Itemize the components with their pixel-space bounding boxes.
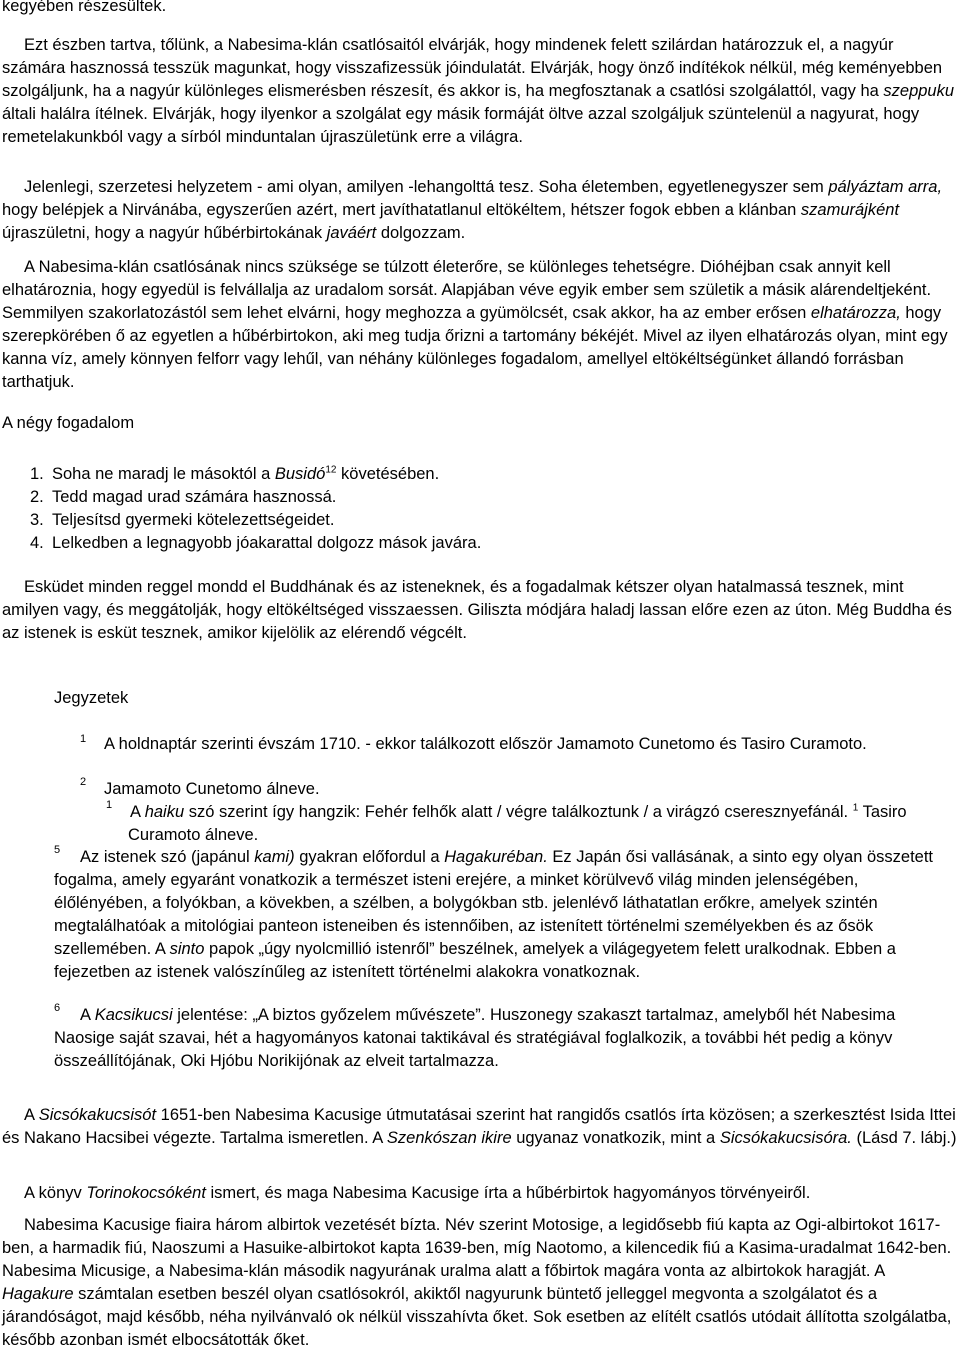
list-item: 2. Tedd magad urad számára hasznossá. [30, 488, 337, 506]
footnote-2: Jamamoto Cunetomo álneve. [104, 780, 320, 798]
list-item: 3. Teljesítsd gyermeki kötelezettségeidet. [30, 511, 335, 529]
paragraph-continuation: kegyében részesültek. [2, 0, 167, 15]
notes-title: Jegyzetek [54, 689, 129, 707]
footnote-mark: 1 [106, 799, 113, 811]
list-item: 4. Lelkedben a legnagyobb jóakarattal dolgozz mások javára. [30, 534, 482, 552]
list-item: 1. Soha ne maradj le másoktól a Busidó$^{12}$ követésében. [30, 464, 440, 483]
footnote-5: Az istenek szó (japánul kami) gyakran előfordul a Hagakuréban. Ez Japán ősi vallásának, a sinto egy olyan összetett fogalma, amely egyaránt vonatkozik a természet isteni erejére, a minket körülvevő világ minden jelenségében, élőlényében, a folyókban, a kövekben, a szélben, a bolygókban stb. jelenlévő láthatatlan erőkre, amelyek szintén megtalálhatóak a mitológiai panteon isteneiben és istennőiben, az istenített történelmi személyekben és az ősök szellemében. A sinto papok „úgy nyolcmillió istenről” beszélnek, amelyek a világegyetem felett uralkodnak. Ebben a fejezetben az istenek valószínűleg az istenített történelmi alakokra vonatkoznak. [54, 848, 934, 981]
footnote-mark: 5 [54, 844, 61, 856]
paragraph-sicsokakucsiso: A Sicsókakucsisót 1651-ben Nabesima Kacusige útmutatásai szerint hat rangidős csatlós írta közösen; a szerkesztést Isida Ittei és Nakano Hacsibei végezte. Tartalma ismeretlen. A Szenkószan ikire ugyanaz vonatkozik, mint a Sicsókakucsisóra. (Lásd 7. lábj.) [2, 1106, 957, 1147]
footnote-ref: 12 [325, 464, 337, 476]
footnote-3: A haiku szó szerint így hangzik: Fehér felhők alatt / végre találkoztunk / a virágzó cseresznyefánál. $^1$ Tasiro Curamoto álneve. [128, 802, 907, 844]
paragraph-oath: Esküdet minden reggel mondd el Buddhának és az isteneknek, és a fogadalmak kétszer olyan hatalmassá tesznek, mint amilyen vagy, és meggátolják, hogy eltökéltséged visszaessen. Giliszta módjára haladj lassan előre ezen az úton. Még Buddha és az istenek is esküt tesznek, amikor kijelölik az elérendő végcélt. [2, 578, 952, 642]
footnote-mark: 1 [80, 733, 87, 745]
footnote-mark: 2 [80, 776, 87, 788]
vows-heading: A négy fogadalom [2, 414, 135, 432]
paragraph-sub-domains: Nabesima Kacusige fiaira három albirtok vezetését bízta. Név szerint Motosige, a legidősebb fiú kapta az Ogi-albirtokot 1617-ben, a harmadik fiú, Naoszumi a Hasuike-albirtokot kapta 1639-ben, míg Naotomo, a kilencedik fiú a Kasima-uradalmat 1642-ben. Nabesima Micusige, a Nabesima-klán második nagyurának uralma alatt a főbirtok magára vonta az albirtokok haragját. A Hagakure számtalan esetben beszél olyan csatlósokról, akiktől nagyurunk büntető jelleggel megvonta a szolgálatot és a járandóságot, majd később, néha nyilvánvaló ok nélkül visszahívta őket. Sok esetben az elítélt csatlós utódait állította szolgálatba, később azonban ismét elbocsátották őket. [2, 1216, 952, 1349]
footnote-mark: 6 [54, 1002, 61, 1014]
paragraph-retainers-expectation: Ezt észben tartva, tőlünk, a Nabesima-klán csatlósaitól elvárják, hogy mindenek felett szilárdan határozzuk el, a nagyúr számára hasznossá tesszük magunkat, hogy visszafizessük jóindulatát. Elvárják, hogy önző indítékok nélkül, még keményebben szolgáljunk, ha a nagyúr különleges elismerésben részesít, és akkor is, ha megfosztanak a csatlósi szolgálattól, vagy ha szeppuku általi halálra ítélnek. Elvárják, hogy ilyenkor a szolgálat egy másik formáját öltve azzal szolgáljuk szüntelenül a nagyurat, hogy remetelakunkból vagy a sírból minduntalan újraszületünk erre a világra. [2, 36, 955, 146]
paragraph-determination: A Nabesima-klán csatlósának nincs szüksége se túlzott életerőre, se különleges tehetségre. Dióhéjban csak annyit kell elhatároznia, hogy egyedül is felvállalja az uradalom sorsát. Alapjában véve egyik ember sem születik a másik alárendeltjeként. Semmilyen szakorlatozástól sem lehet elvárni, hogy meghozza a gyümölcsét, csak akkor, ha az ember erősen elhatározza, hogy szerepkörében ő az egyetlen a hűbérbirtokon, aki meg tudja őrizni a tartomány békéjét. Mivel az ilyen elhatározás olyan, mint egy kanna víz, amely könnyen felforr vagy lehűl, van néhány különleges fogadalom, amellyel eltökéltségünket állandó forrásban tarthatjuk. [2, 258, 948, 391]
paragraph-torinokocso: A könyv Torinokocsóként ismert, és maga Nabesima Kacusige írta a hűbérbirtok hagyományos törvényeiről. [24, 1184, 811, 1202]
footnote-6: A Kacsikucsi jelentése: „A biztos győzelem művészete”. Huszonegy szakaszt tartalmaz, amelyből hét Nabesima Naosige saját szavai, hét a hagyományos katonai taktikával és stratégiával foglalkozik, a további hét pedig a könyv összeállítójának, Oki Hjóbu Norikijónak az elveit tartalmazza. [54, 1006, 896, 1070]
vows-list [30, 463, 930, 555]
paragraph-monk-status: Jelenlegi, szerzetesi helyzetem - ami olyan, amilyen -lehangolttá tesz. Soha életemben, egyetlenegyszer sem pályáztam arra, hogy belépjek a Nirvánába, egyszerűen azért, mert javíthatatlanul eltökéltem, hétszer fogok ebben a klánban szamurájként újraszületni, hogy a nagyúr hűbérbirtokának javáért dolgozzam. [2, 178, 943, 242]
footnote-1: A holdnaptár szerinti évszám 1710. - ekkor találkozott először Jamamoto Cunetomo és Tasiro Curamoto. [104, 735, 867, 753]
